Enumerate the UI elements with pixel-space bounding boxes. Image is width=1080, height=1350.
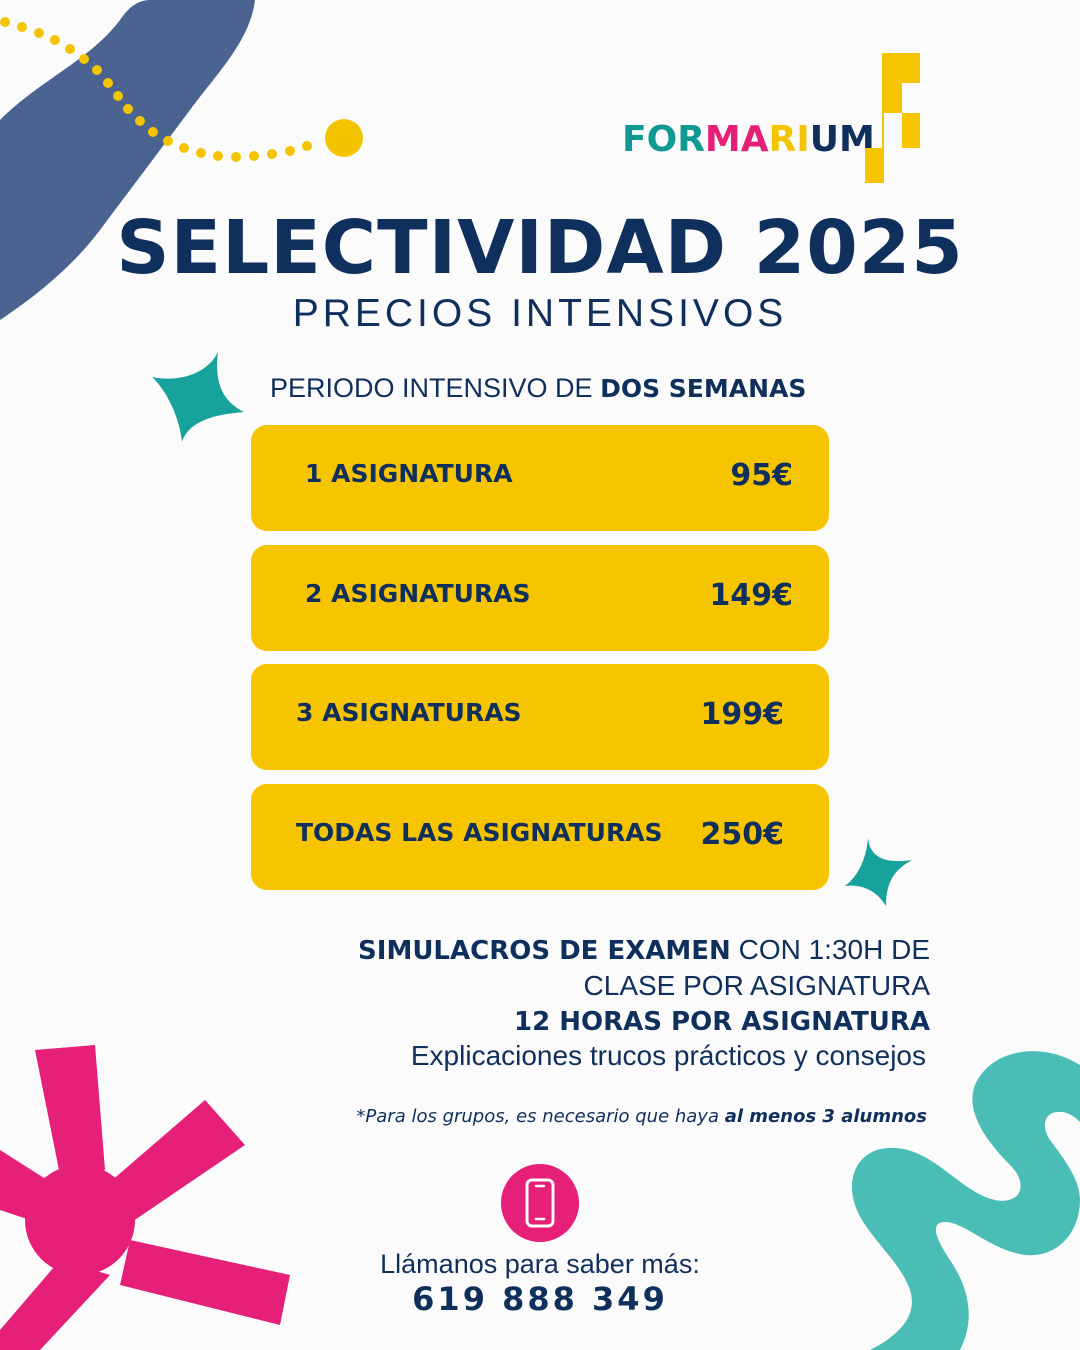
brand-part-for: FOR [622, 119, 705, 160]
period-highlight: DOS SEMANAS [600, 374, 807, 403]
period-prefix: PERIODO INTENSIVO DE [270, 373, 601, 403]
group-note [356, 1106, 927, 1127]
info-line-3 [514, 1005, 930, 1037]
price-card-3 [251, 664, 829, 770]
brand-part-um: UM [809, 119, 875, 160]
info-line-1 [358, 934, 930, 966]
price-label: 2 ASIGNATURAS [305, 579, 531, 608]
sparkle-icon [845, 838, 912, 906]
phone-number-link[interactable]: 619 888 349 [412, 1280, 668, 1318]
price-card-1 [251, 425, 829, 531]
info-line-2: CLASE POR ASIGNATURA [583, 970, 930, 1001]
page-subtitle: PRECIOS INTENSIVOS [292, 292, 788, 335]
price-value: 250€ [700, 817, 784, 852]
group-note-text: *Para los grupos, es necesario que haya [356, 1106, 725, 1127]
info-line-4: Explicaciones trucos prácticos y consejos [410, 1040, 926, 1071]
price-card-2 [251, 545, 829, 651]
price-label: TODAS LAS ASIGNATURAS [296, 818, 663, 847]
sparkle-icon [152, 352, 244, 442]
phone-icon[interactable] [500, 1163, 580, 1243]
brand-mark-icon [862, 53, 922, 183]
price-value: 95€ [730, 458, 793, 493]
call-label: Llámanos para saber más: [380, 1249, 700, 1279]
info-line-3-bold: 12 HORAS POR ASIGNATURA [514, 1007, 930, 1037]
brand-part-ma: MA [704, 119, 769, 160]
price-value: 199€ [700, 697, 784, 732]
info-line-1-bold: SIMULACROS DE EXAMEN [358, 936, 731, 966]
brand-part-ri: RI [768, 119, 810, 160]
price-label: 3 ASIGNATURAS [296, 698, 522, 727]
price-label: 1 ASIGNATURA [305, 459, 513, 488]
page-title: SELECTIVIDAD 2025 [116, 205, 964, 291]
info-line-1-rest: CON 1:30H DE [730, 934, 930, 965]
price-card-4 [251, 784, 829, 890]
price-value: 149€ [709, 578, 793, 613]
group-note-bold: al menos 3 alumnos [724, 1106, 927, 1127]
period-heading [270, 373, 806, 404]
brand-wordmark [622, 119, 875, 160]
